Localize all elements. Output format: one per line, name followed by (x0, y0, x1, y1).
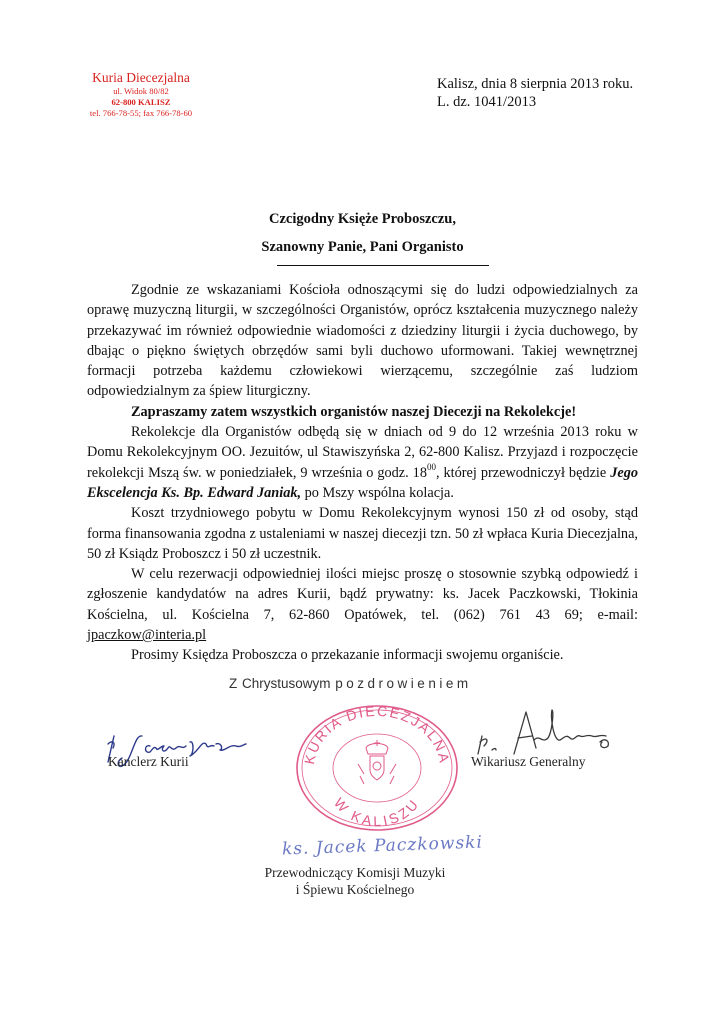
time-minutes-superscript: 00 (426, 461, 436, 472)
salutation (0, 205, 725, 261)
chair-label (255, 864, 455, 898)
reference-number: L. dz. 1041/2013 (437, 94, 537, 110)
retreat-details-text-3: po Mszy wspólna kolacja. (301, 484, 454, 501)
retreat-details-text-2: , której przewodniczył będzie (435, 464, 611, 481)
retreat-details-text: Rekolekcje dla Organistów odbędą się w dniach od 9 do 12 września 2013 roku w Domu Rekolekcyjnym OO. Jezuitów, ul Stawiszyńska 2, 62-800 Kalisz. Przyjazd i rozpoczęcie rekolekcji Mszą św. w poniedziałek, 9 września o godz. 18 (87, 424, 638, 481)
diocesan-stamp (294, 704, 460, 832)
vicar-label: Wikariusz Generalny (471, 754, 586, 769)
letterhead-city: 62-800 KALISZ (111, 97, 171, 107)
salutation-line-2: Szanowny Panie, Pani Organisto (261, 239, 464, 255)
email-link[interactable]: jpaczkow@interia.pl (87, 627, 207, 644)
paragraph-request: Prosimy Księdza Proboszcza o przekazanie informacji swojemu organiście. (131, 647, 564, 664)
letterhead (74, 69, 208, 119)
stamp-bottom-text: W KALISZU (330, 794, 423, 830)
paragraph-invitation: Zapraszamy zatem wszystkich organistów naszej Diecezji na Rekolekcje! (131, 403, 577, 420)
letterhead-street: ul. Widok 80/82 (113, 86, 169, 96)
letterhead-org-name: Kuria Diecezjalna (92, 70, 190, 85)
bishop-name: Jego Ekscelencja Ks. Bp. Edward Janiak, (87, 464, 638, 501)
vicar-signature (468, 704, 618, 760)
date-block (437, 75, 633, 111)
closing-greeting-word-2: pozdrowieniem (335, 676, 472, 691)
chancellor-label: Kanclerz Kurii (108, 754, 189, 769)
stamp-top-text: KURIA DIECEZJALNA (300, 704, 454, 766)
paragraph-cost: Koszt trzydniowego pobytu w Domu Rekolekcyjnym wynosi 150 zł od osoby, stąd forma finansowania zgodna z ustaleniami w naszej diecezji tzn. 50 zł wpłaca Kuria Diecezjalna, 50 zł Ksiądz Proboszcz i 50 zł uczestnik. (87, 505, 638, 562)
salutation-divider (277, 265, 489, 266)
chair-label-line-1: Przewodniczący Komisji Muzyki (264, 865, 446, 880)
chair-signature: ks. Jacek Paczkowski (281, 832, 484, 860)
letterhead-phone: tel. 766-78-55; fax 766-78-60 (89, 108, 193, 118)
date-line: Kalisz, dnia 8 sierpnia 2013 roku. (437, 76, 634, 92)
paragraph-reservation (87, 564, 638, 645)
letter-body (87, 280, 638, 666)
paragraph-intro: Zgodnie ze wskazaniami Kościoła odnoszącymi się do ludzi odpowiedzialnych za oprawę muzyczną liturgii, w szczególności Organistów, oprócz kształcenia muzycznego należy przekazywać im również odpowiednie wiadomości z dziedziny liturgii i życia duchowego, by dbając o piękno świętych obrzędów sami byli duchowo uformowani. Takiej wewnętrznej formacji potrzeba każdemu człowiekowi wierzącemu, szczególnie zaś ludziom odpowiedzialnym za śpiew liturgiczny. (87, 282, 638, 400)
closing-greeting-word-1: Z Chrystusowym (229, 676, 331, 691)
chair-label-line-2: i Śpiewu Kościelnego (295, 882, 415, 897)
paragraph-retreat-details (87, 422, 638, 503)
stamp-coat-of-arms-icon (358, 740, 396, 784)
reservation-text: W celu rezerwacji odpowiedniej ilości miejsc proszę o stosownie szybką odpowiedź i zgłoszenie kandydatów na adres Kurii, bądź prywatny: ks. Jacek Paczkowski, Tłokinia Kościelna, ul. Kościelna 7, 62-860 Opatówek, tel. (062) 761 43 69; e-mail: (87, 566, 638, 623)
salutation-line-1: Czcigodny Księże Proboszczu, (269, 211, 456, 227)
closing-greeting (229, 676, 472, 691)
